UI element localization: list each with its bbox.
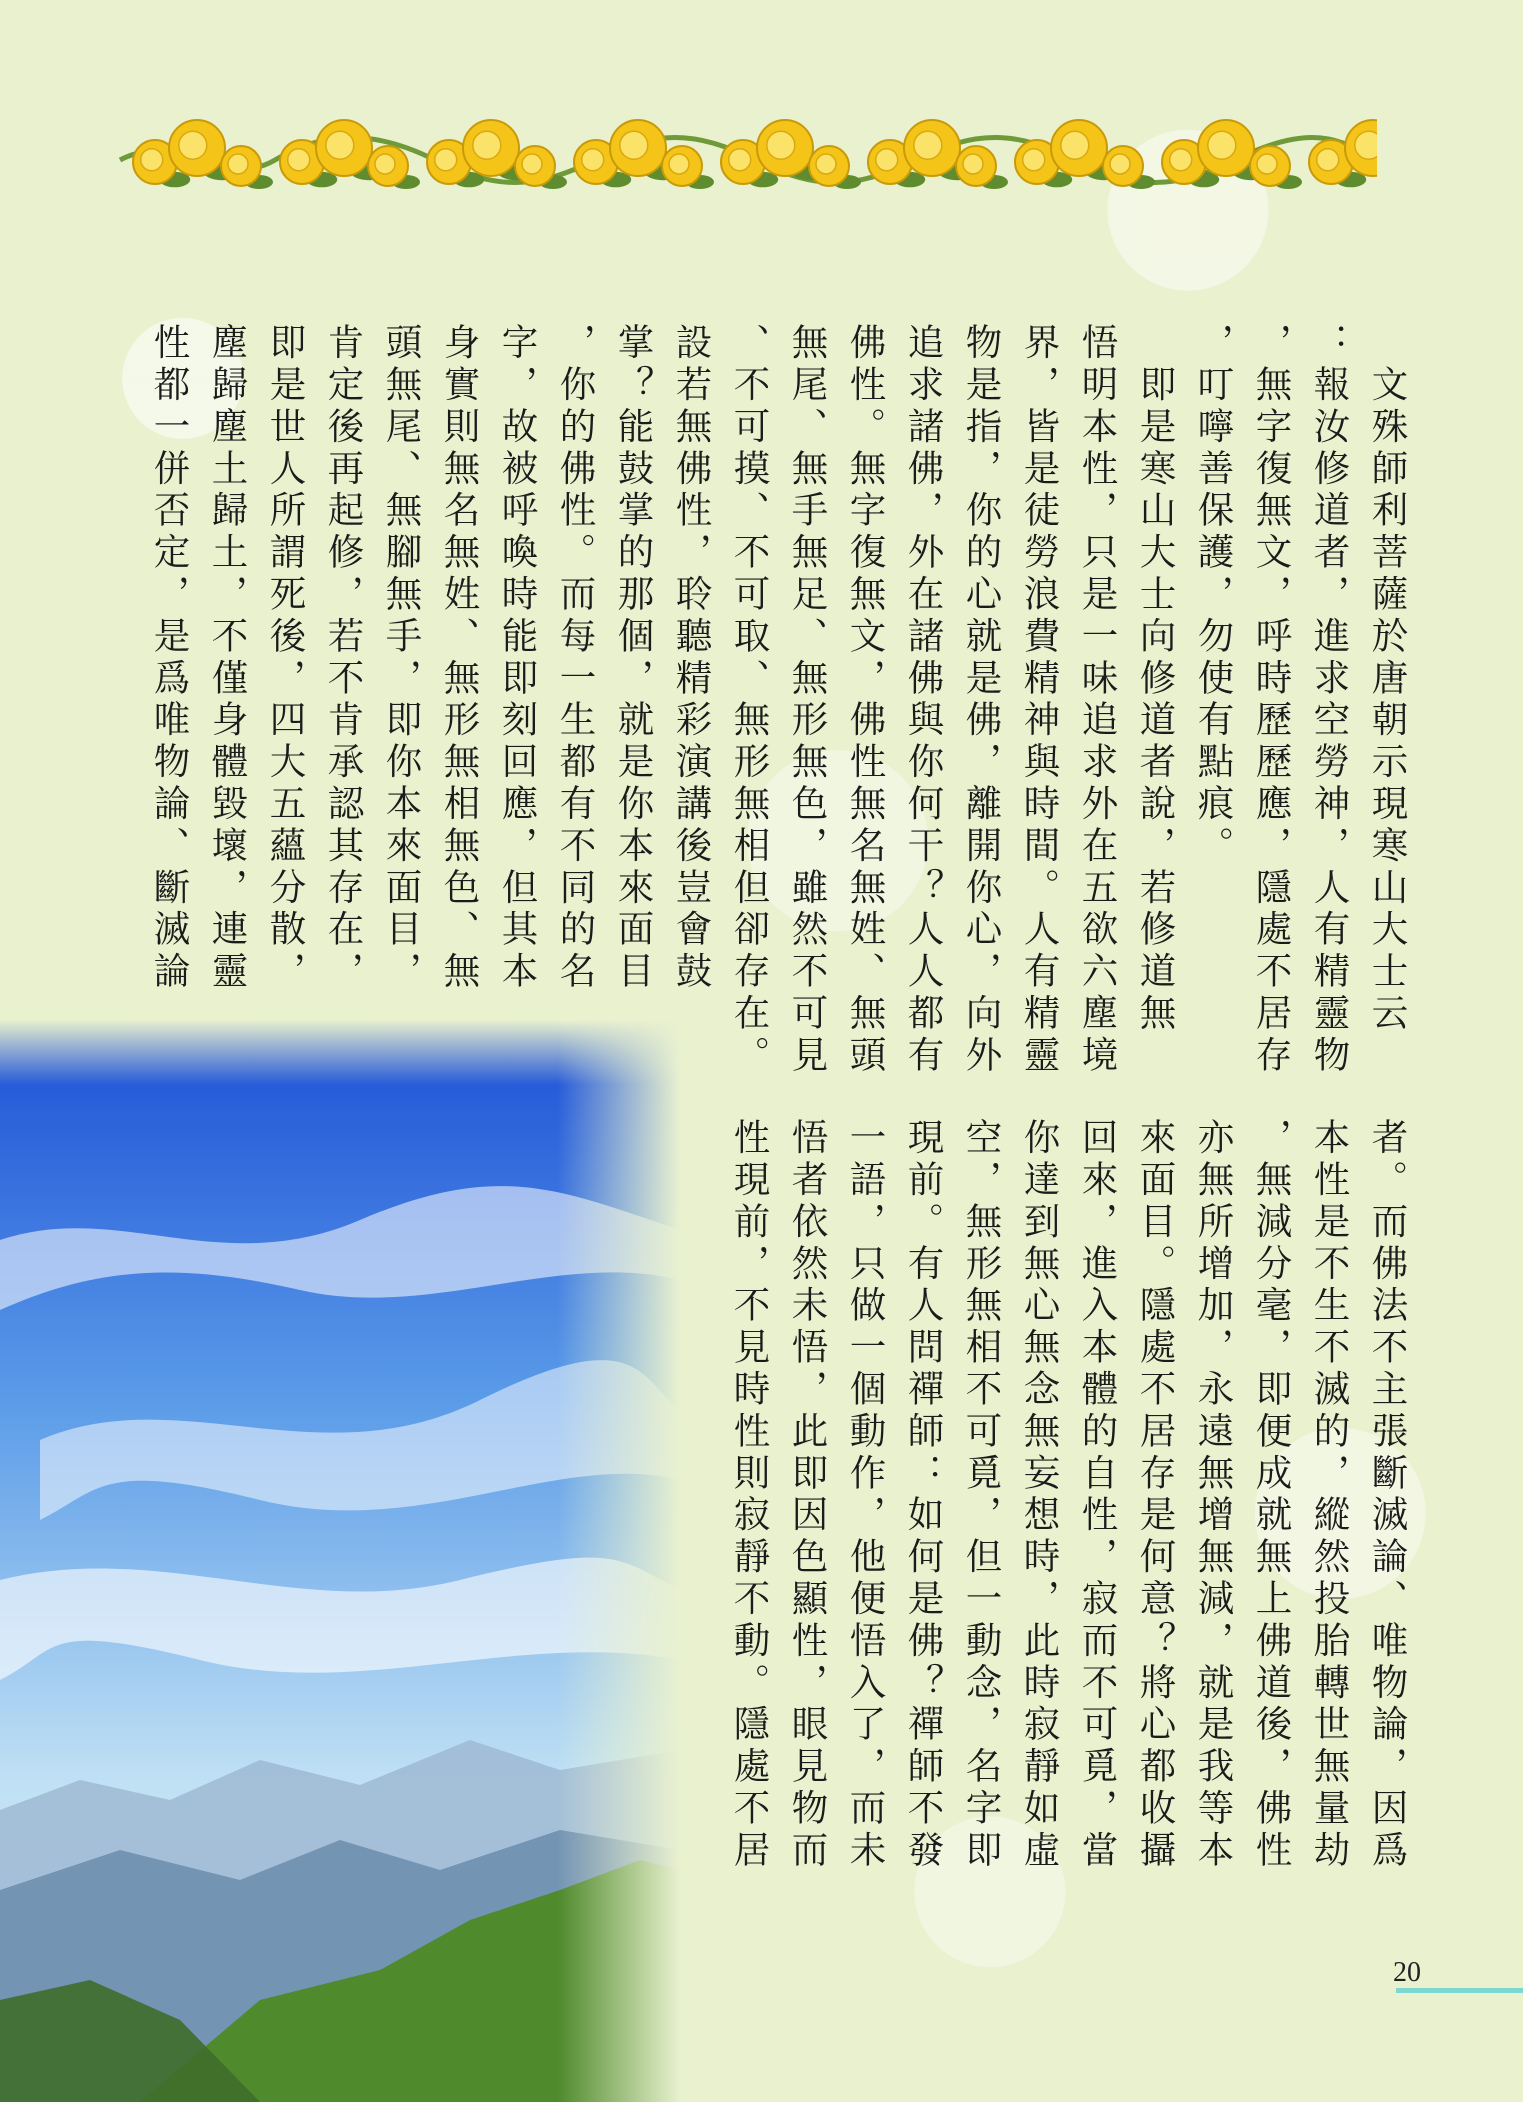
article-text-lower: 者。而佛法不主張斷滅論、唯物論，因爲 本性是不生不滅的，縱然投胎轉世無量劫 ，無減分毫，即便成就無上佛道後，佛性 亦無所增加，永遠無增無減，就是我等本 來面目。隱處不居存是何意？將心都收攝 回來，進入本體的自性，寂而不可覓，當 你達到無心無念無妄想時，此時寂靜如虛 空，無形無相不可覓，但一動念，名字即 現前。有人問禪師：如何是佛？禪師不發 一語，只做一個動作，他便悟入了，而未 悟者依然未悟，此即因色顯性，眼見物而 性現前，不見時性則寂靜不動。隱處不居 [728,1118,1409,1873]
rose-center [669,154,689,174]
rose-center [620,131,648,159]
rose-garland-border [115,100,1377,210]
rose-center [435,149,457,171]
rose-center [1317,149,1339,171]
page-number-underline [1396,1988,1523,1993]
rose-center [473,131,501,159]
rose-center [288,149,310,171]
rose-center [582,149,604,171]
rose-center [767,131,795,159]
rose-center [1170,149,1192,171]
rose-center [141,149,163,171]
rose-center [375,154,395,174]
rose-center [228,154,248,174]
page-number: 20 [1393,1957,1421,1988]
rose-center [522,154,542,174]
rose-center [963,154,983,174]
rose-center [1023,149,1045,171]
rose-center [1355,131,1377,159]
rose-center [914,131,942,159]
rose-center [179,131,207,159]
rose-center [876,149,898,171]
rose-center [816,154,836,174]
rose-center [326,131,354,159]
article-text-upper: 文殊師利菩薩於唐朝示現寒山大士云 ：報汝修道者，進求空勞神，人有精靈物 ，無字復無文，呼時歷歷應，隱處不居存 ，叮嚀善保護，勿使有點痕。 即是寒山大士向修道者說，若修道無 悟明本性，只是一味追求外在五欲六塵境 界，皆是徒勞浪費精神與時間。人有精靈 物是指，你的心就是佛，離開你心，向外 追求諸佛，外在諸佛與你何干？人人都有 佛性。無字復無文，佛性無名無姓、無頭 無尾、無手無足、無形無色，雖然不可見 、不可摸、不可取、無形無相但卻存在。 設若無佛性，聆聽精彩演講後豈會鼓 掌？能鼓掌的那個，就是你本來面目 ，你的佛性。而每一生都有不同的名 字，故被呼喚時能即刻回應，但其本 身實則無名無姓、無形無相無色、無 頭無尾、無腳無手，即你本來面目， 肯定後再起修，若不肯承認其存在， 即是世人所謂死後，四大五蘊分散， 塵歸塵土歸土，不僅身體毀壞，連靈 性都一併否定，是爲唯物論、斷滅論 [148,323,1409,1078]
rose-center [1110,154,1130,174]
sky-mountain-photo [0,1020,680,2102]
rose-center [1257,154,1277,174]
rose-center [1061,131,1089,159]
rose-center [1208,131,1236,159]
rose-center [729,149,751,171]
landscape-image [0,1020,680,2102]
